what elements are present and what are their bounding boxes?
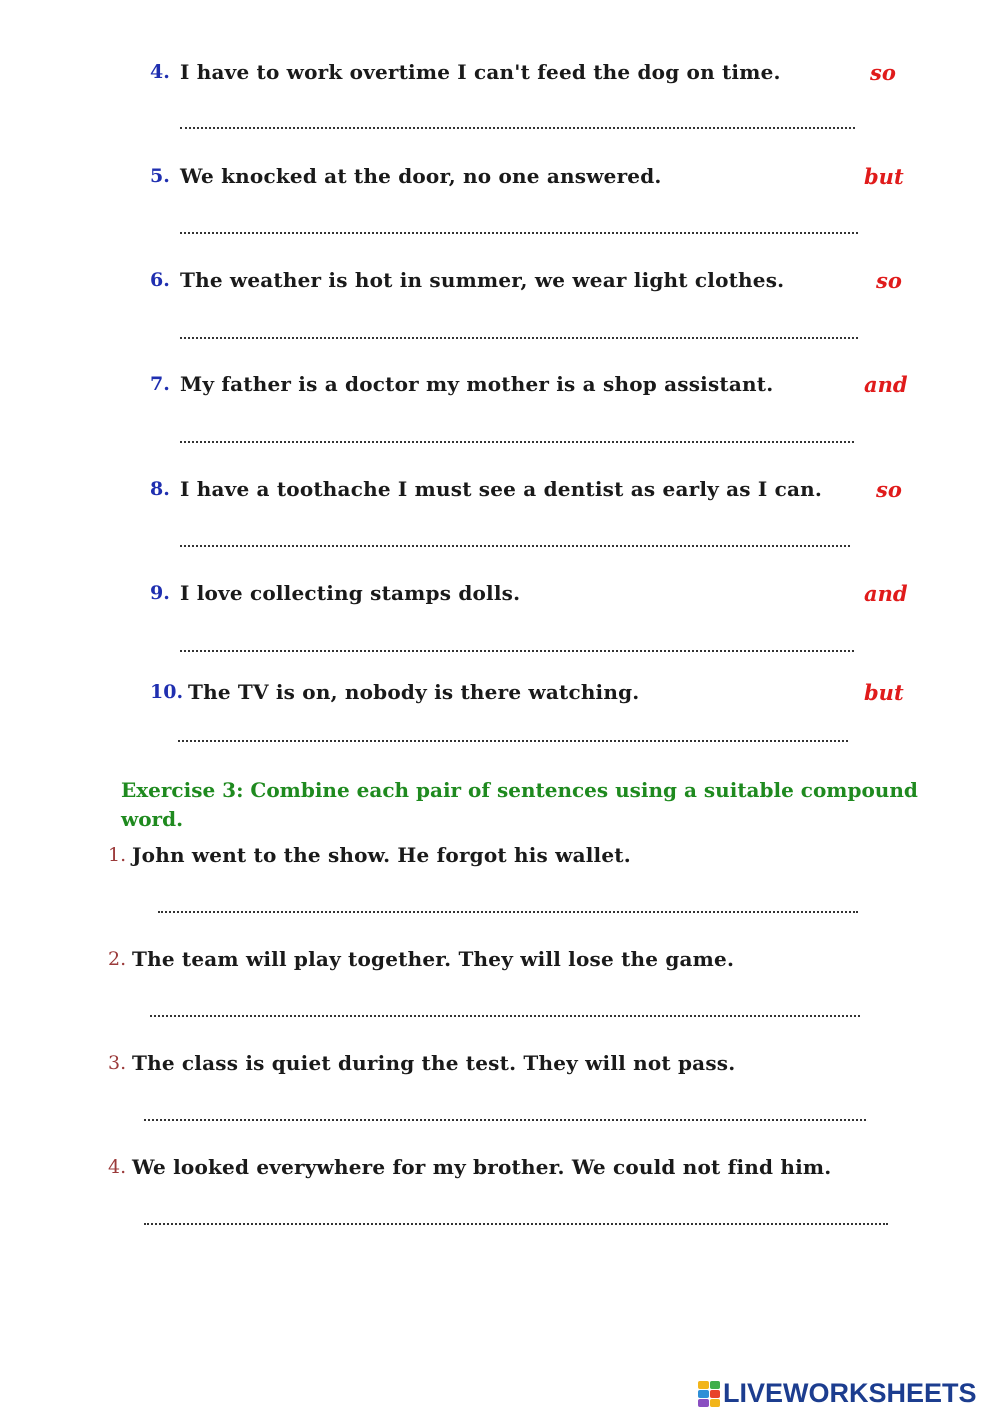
conjunction-hint: so <box>876 477 902 502</box>
answer-line[interactable] <box>180 441 854 443</box>
answer-line[interactable] <box>144 1223 888 1225</box>
question-number: 3. <box>108 1052 127 1074</box>
question-text: The TV is on, nobody is there watching. <box>188 680 640 704</box>
liveworksheets-logo <box>698 1378 977 1409</box>
answer-line[interactable] <box>180 650 854 652</box>
question-text: The weather is hot in summer, we wear light clothes. <box>180 268 785 292</box>
question-text: I have to work overtime I can't feed the dog on time. <box>180 60 781 84</box>
answer-line[interactable] <box>150 1015 860 1017</box>
question-text: We looked everywhere for my brother. We could not find him. <box>132 1155 832 1179</box>
question-text: We knocked at the door, no one answered. <box>180 164 662 188</box>
question-text: I have a toothache I must see a dentist as early as I can. <box>180 477 823 501</box>
question-number: 1. <box>108 844 127 866</box>
conjunction-hint: so <box>870 60 896 85</box>
question-number: 4. <box>108 1156 127 1178</box>
logo-text: LIVEWORKSHEETS <box>723 1378 977 1408</box>
question-text: My father is a doctor my mother is a shop assistant. <box>180 372 774 396</box>
conjunction-hint: but <box>864 164 904 189</box>
liveworksheets-logo-icon <box>698 1381 720 1407</box>
question-text: The class is quiet during the test. They will not pass. <box>132 1051 736 1075</box>
answer-line[interactable] <box>180 232 858 234</box>
conjunction-hint: and <box>864 581 908 606</box>
question-text: John went to the show. He forgot his wallet. <box>132 843 631 867</box>
question-text: I love collecting stamps dolls. <box>180 581 521 605</box>
question-number: 6. <box>150 269 170 291</box>
question-number: 4. <box>150 61 170 83</box>
question-number: 10. <box>150 681 184 703</box>
answer-line[interactable] <box>180 337 858 339</box>
conjunction-hint: but <box>864 680 904 705</box>
answer-line[interactable] <box>180 545 850 547</box>
question-number: 7. <box>150 373 170 395</box>
question-number: 8. <box>150 478 170 500</box>
question-number: 5. <box>150 165 170 187</box>
answer-line[interactable] <box>180 127 855 129</box>
answer-line[interactable] <box>144 1119 866 1121</box>
question-text: The team will play together. They will lose the game. <box>132 947 735 971</box>
exercise-3-title: Exercise 3: Combine each pair of sentences using a suitable compound word. <box>121 778 918 831</box>
conjunction-hint: so <box>876 268 902 293</box>
answer-line[interactable] <box>178 740 848 742</box>
question-number: 9. <box>150 582 170 604</box>
question-number: 2. <box>108 948 127 970</box>
answer-line[interactable] <box>158 911 858 913</box>
conjunction-hint: and <box>864 372 908 397</box>
